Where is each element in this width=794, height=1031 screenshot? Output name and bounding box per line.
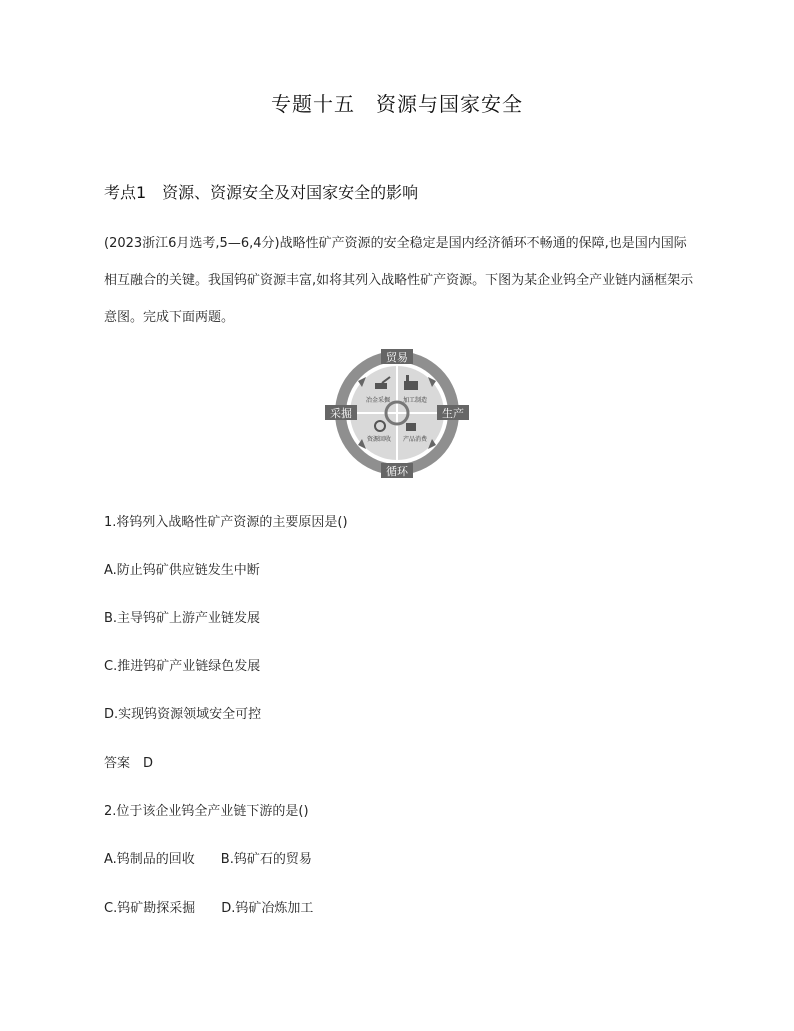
label-mining: 采掘 xyxy=(330,407,352,420)
question-2-stem: 2.位于该企业钨全产业链下游的是() xyxy=(104,804,309,819)
quadrant-mining-label: 冶金采掘 xyxy=(365,397,391,404)
quadrant-manufacture-label: 加工制造 xyxy=(402,397,428,404)
product-box-icon xyxy=(406,423,416,431)
question-1-option-a: A.防止钨矿供应链发生中断 xyxy=(104,563,260,578)
question-1-option-c: C.推进钨矿产业链绿色发展 xyxy=(104,659,261,674)
intro-paragraph: (2023浙江6月选考,5—6,4分)战略性矿产资源的安全稳定是国内经济循环不畅通的保障,也是国内国际相互融合的关键。我国钨矿资源丰富,如将其列入战略性矿产资源。下图为某企业钨全产业链内涵框架示意图。完成下面两题。 xyxy=(104,236,694,325)
question-2-options-ab: A.钨制品的回收 B.钨矿石的贸易 xyxy=(104,852,312,867)
question-1-stem: 1.将钨列入战略性矿产资源的主要原因是() xyxy=(104,515,348,530)
quadrant-recycle-label: 资源回收 xyxy=(366,436,392,443)
quadrant-consumption-label: 产品消费 xyxy=(402,436,428,443)
question-1-answer: 答案 D xyxy=(104,756,154,771)
tungsten-industry-chain-diagram xyxy=(322,343,472,481)
page-title: 专题十五 资源与国家安全 xyxy=(271,92,523,116)
question-1-option-d: D.实现钨资源领域安全可控 xyxy=(104,707,262,722)
question-2-options-cd: C.钨矿勘探采掘 D.钨矿冶炼加工 xyxy=(104,901,314,916)
label-trade: 贸易 xyxy=(386,351,408,364)
section-heading: 考点1 资源、资源安全及对国家安全的影响 xyxy=(104,183,419,202)
label-production: 生产 xyxy=(442,407,464,420)
question-1-option-b: B.主导钨矿上游产业链发展 xyxy=(104,611,261,626)
label-cycle: 循环 xyxy=(386,465,408,478)
